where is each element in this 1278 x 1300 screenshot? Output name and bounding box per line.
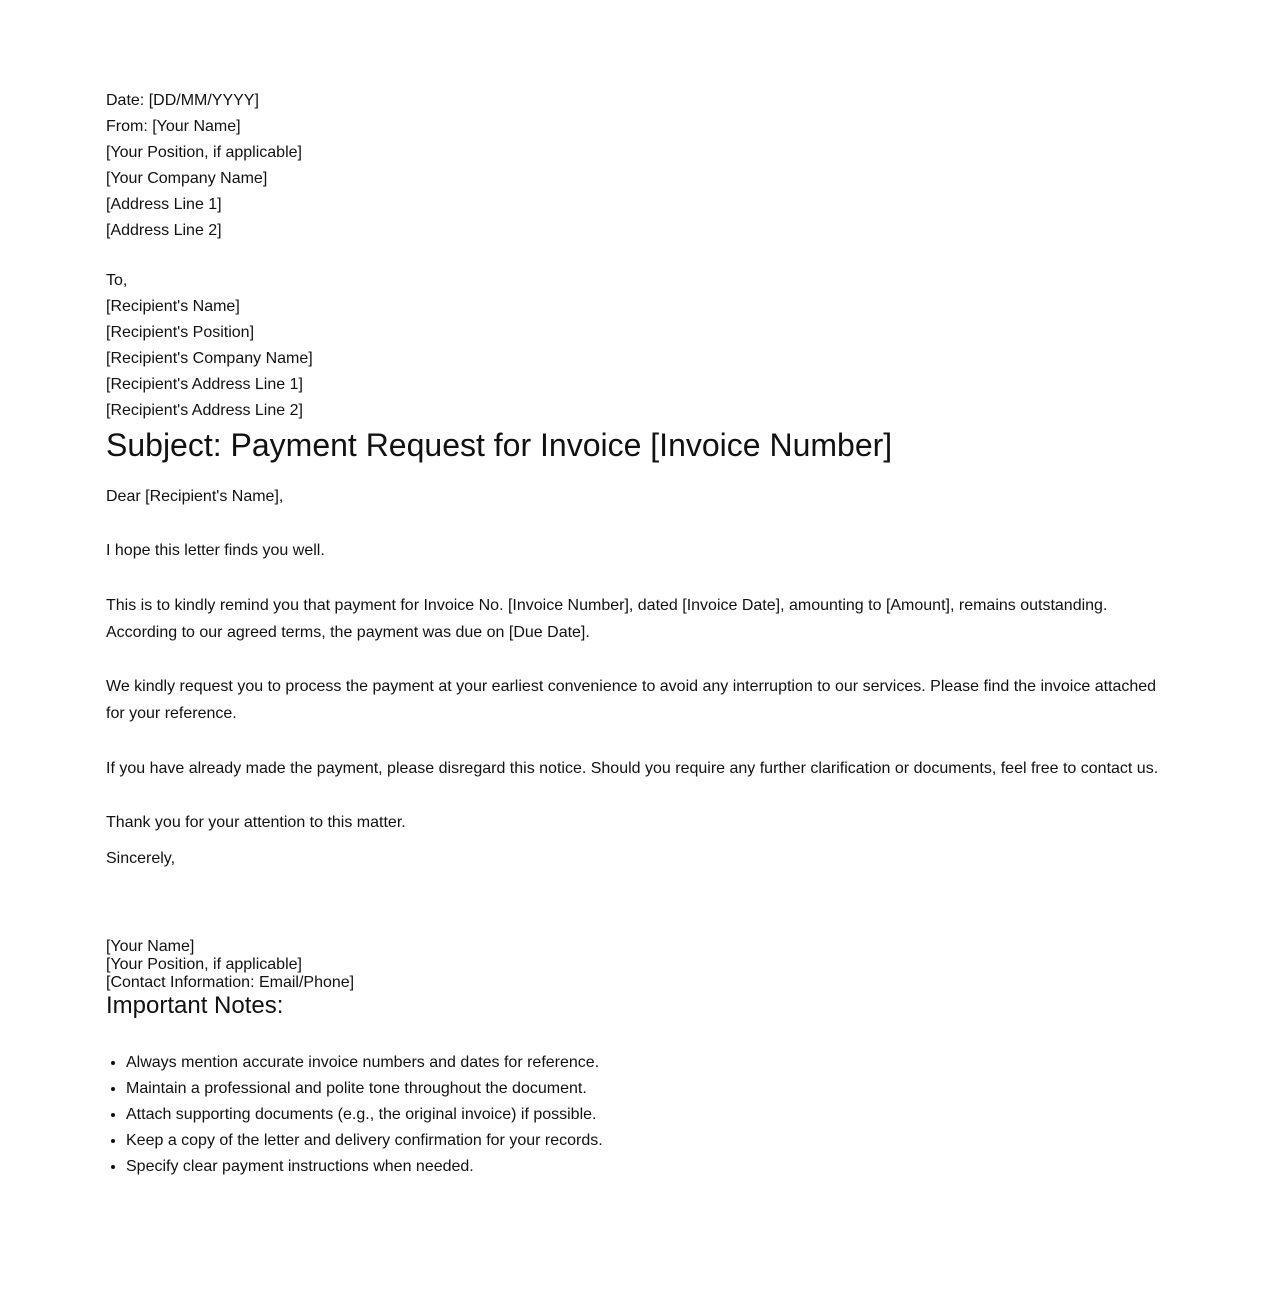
letter-document xyxy=(106,88,1171,1180)
list-item: • Always mention accurate invoice numbers and dates for reference. xyxy=(126,1050,1171,1076)
signature-block xyxy=(106,938,1171,992)
body-paragraph-5: Thank you for your attention to this matter. xyxy=(106,814,406,831)
recipient-position: [Recipient's Position] xyxy=(106,324,255,341)
body-paragraph-4: If you have already made the payment, please disregard this notice. Should you require any further clarification or documents, feel free to contact us. xyxy=(106,760,1159,777)
from-line: From: [Your Name] xyxy=(106,118,241,135)
body-paragraph-1: I hope this letter finds you well. xyxy=(106,542,325,559)
body-paragraph-2: This is to kindly remind you that payment for Invoice No. [Invoice Number], dated [Invoice Date], amounting to [Amount], remains outstanding. According to our agreed terms, the payment was due on [Due Date]. xyxy=(106,597,1108,641)
signature-name: [Your Name] xyxy=(106,938,195,955)
notes-heading: Important Notes: xyxy=(106,992,284,1019)
salutation: Dear [Recipient's Name], xyxy=(106,488,284,505)
signature-contact: [Contact Information: Email/Phone] xyxy=(106,974,355,991)
notes-list xyxy=(106,1050,1171,1180)
sender-position: [Your Position, if applicable] xyxy=(106,144,302,161)
sender-address-line-2: [Address Line 2] xyxy=(106,222,222,239)
recipient-company: [Recipient's Company Name] xyxy=(106,350,313,367)
letter-body xyxy=(106,483,1171,872)
sender-company: [Your Company Name] xyxy=(106,170,268,187)
recipient-block xyxy=(106,268,1171,424)
list-item: • Keep a copy of the letter and delivery confirmation for your records. xyxy=(126,1128,1171,1154)
body-paragraph-3: We kindly request you to process the payment at your earliest convenience to avoid any interruption to our services. Please find the invoice attached for your reference. xyxy=(106,678,1157,722)
sender-address-line-1: [Address Line 1] xyxy=(106,196,222,213)
sender-block xyxy=(106,88,1171,244)
list-item: • Attach supporting documents (e.g., the original invoice) if possible. xyxy=(126,1102,1171,1128)
subject-heading: Subject: Payment Request for Invoice [Invoice Number] xyxy=(106,427,893,463)
list-item: • Maintain a professional and polite tone throughout the document. xyxy=(126,1076,1171,1102)
recipient-address-line-2: [Recipient's Address Line 2] xyxy=(106,402,303,419)
recipient-address-line-1: [Recipient's Address Line 1] xyxy=(106,376,303,393)
date-line: Date: [DD/MM/YYYY] xyxy=(106,92,259,109)
to-line: To, xyxy=(106,272,128,289)
closing: Sincerely, xyxy=(106,850,176,867)
list-item: • Specify clear payment instructions when needed. xyxy=(126,1154,1171,1180)
recipient-name: [Recipient's Name] xyxy=(106,298,240,315)
signature-position: [Your Position, if applicable] xyxy=(106,956,302,973)
